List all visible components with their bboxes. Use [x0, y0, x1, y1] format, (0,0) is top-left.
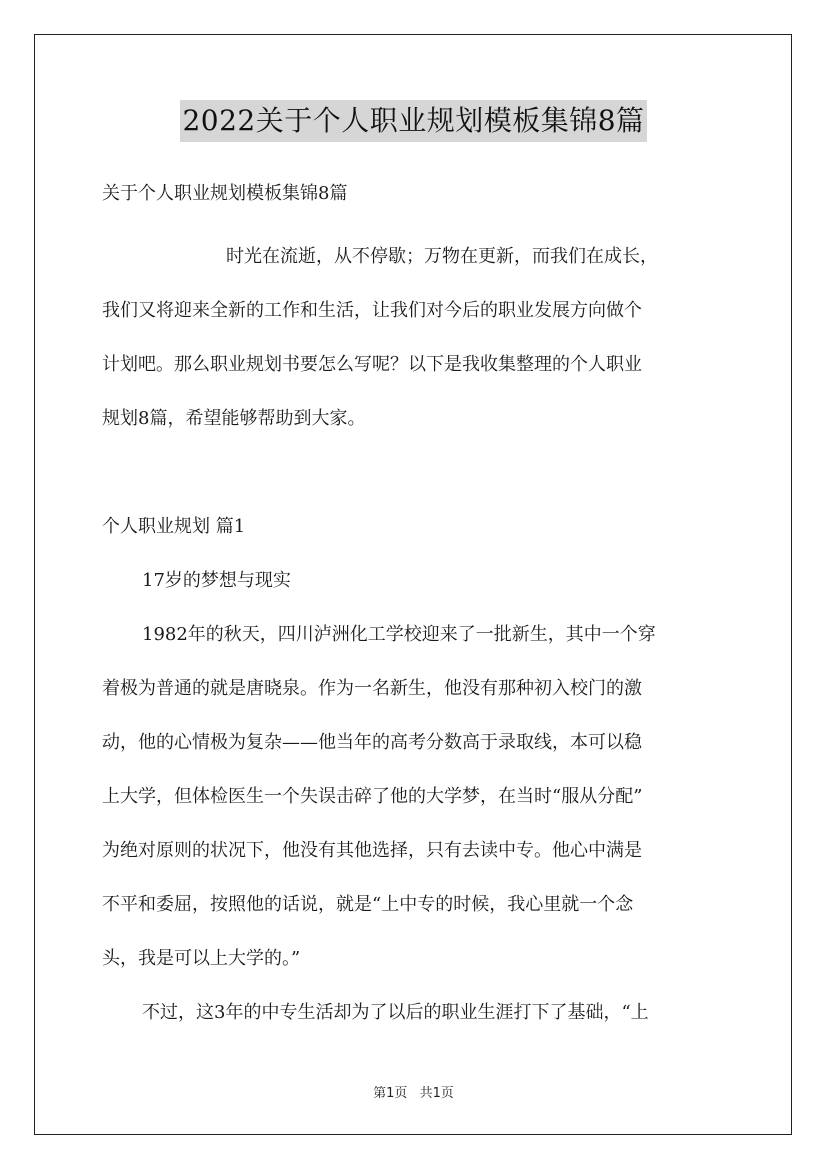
document-body — [102, 176, 728, 1040]
body-line: 为绝对原则的状况下，他没有其他选择，只有去读中专。他心中满是 — [102, 840, 642, 861]
body-line: 动，他的心情极为复杂——他当年的高考分数高于录取线，本可以稳 — [102, 732, 642, 753]
paragraph-gap — [102, 446, 728, 500]
intro-line: 计划吧。那么职业规划书要怎么写呢？以下是我收集整理的个人职业 — [102, 354, 642, 375]
page-footer — [0, 1082, 827, 1101]
body-line: 上大学，但体检医生一个失误击碎了他的大学梦，在当时“服从分配” — [102, 786, 643, 807]
section-heading: 个人职业规划 篇1 — [102, 516, 246, 537]
intro-line: 时光在流逝，从不停歇；万物在更新，而我们在成长， — [226, 246, 658, 267]
intro-line: 我们又将迎来全新的工作和生活，让我们对今后的职业发展方向做个 — [102, 300, 642, 321]
intro-line: 规划8篇，希望能够帮助到大家。 — [102, 408, 366, 429]
story-title: 17岁的梦想与现实 — [142, 570, 291, 591]
body-line: 不过，这3年的中专生活却为了以后的职业生涯打下了基础，“上 — [142, 1002, 649, 1023]
body-line: 1982年的秋天，四川泸洲化工学校迎来了一批新生，其中一个穿 — [142, 624, 656, 645]
page-number: 第1页 — [373, 1086, 408, 1101]
body-line: 不平和委屈，按照他的话说，就是“上中专的时候，我心里就一个念 — [102, 894, 634, 915]
page-total: 共1页 — [419, 1086, 454, 1101]
body-line: 头，我是可以上大学的。” — [102, 948, 301, 969]
body-line: 着极为普通的就是唐晓泉。作为一名新生，他没有那种初入校门的激 — [102, 678, 642, 699]
document-subtitle: 关于个人职业规划模板集锦8篇 — [102, 183, 348, 204]
title-block — [0, 100, 827, 142]
document-title: 2022关于个人职业规划模板集锦8篇 — [180, 100, 646, 142]
